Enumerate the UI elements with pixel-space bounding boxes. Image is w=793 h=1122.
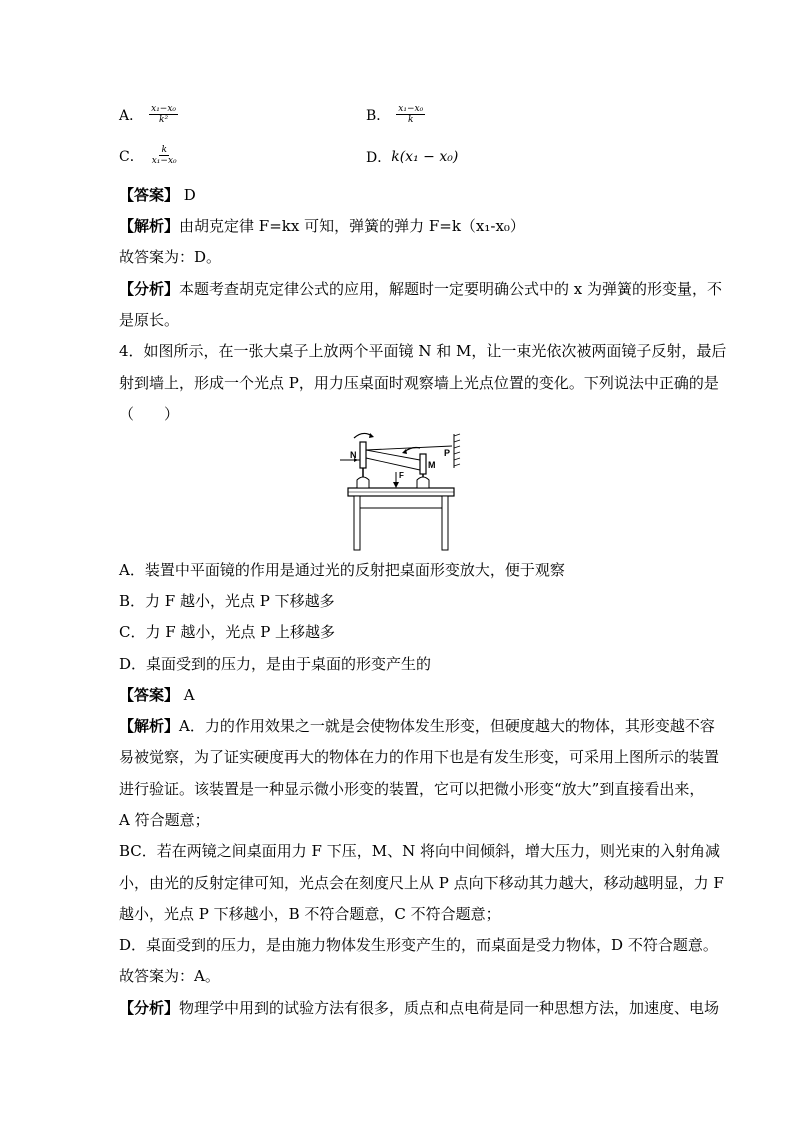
option-d: [366, 147, 458, 167]
q4-analysis-line-2: 易被觉察，为了证实硬度再大的物体在力的作用下也是有发生形变，可采用上图所示的装置: [119, 748, 720, 766]
q4-note-text-1: 物理学中用到的试验方法有很多，质点和点电荷是同一种思想方法，加速度、电场: [179, 999, 720, 1017]
q4-analysis-text-1: A．力的作用效果之一就是会使物体发生形变，但硬度越大的物体，其形变越不容: [179, 717, 715, 735]
q4-analysis-line-7: 越小，光点 P 下移越小，B 不符合题意，C 不符合题意；: [119, 905, 501, 923]
q4-analysis-line-1: [119, 716, 715, 736]
question-4-line-1: 4．如图所示，在一张大桌子上放两个平面镜 N 和 M，让一束光依次被两面镜子反射，最后: [119, 342, 727, 360]
analysis-tag: 【解析】: [119, 217, 180, 235]
q4-answer-line: [119, 685, 195, 705]
question-4-line-3: （ ）: [119, 405, 180, 423]
option-c-label: C．: [119, 148, 144, 165]
q4-analysis-line-5: BC．若在两镜之间桌面用力 F 下压，M、N 将向中间倾斜，增大压力，则光束的入射角减: [119, 842, 720, 860]
q4-option-c: C．力 F 越小，光点 P 上移越多: [119, 623, 336, 641]
option-b-fraction: [396, 104, 425, 125]
answer-value: D: [179, 186, 196, 204]
note-text: 本题考查胡克定律公式的应用，解题时一定要明确公式中的 x 为弹簧的形变量，不: [179, 280, 723, 298]
q4-answer-tag: 【答案】: [119, 686, 180, 704]
answer-tag: 【答案】: [119, 186, 180, 204]
prev-note-line-1: [119, 279, 722, 299]
q4-note-line-1: [119, 998, 719, 1018]
label-m: M: [428, 460, 436, 470]
q4-analysis-line-9: 故答案为：A。: [119, 967, 220, 985]
option-b-label: B．: [366, 107, 391, 124]
option-a-denominator: k²: [159, 115, 169, 125]
option-b: [366, 104, 425, 125]
prev-note-line-2: 是原长。: [119, 311, 180, 329]
q4-analysis-line-8: D．桌面受到的压力，是由施力物体发生形变产生的，而桌面是受力物体，D 不符合题意。: [119, 936, 718, 954]
q4-option-d: D．桌面受到的压力，是由于桌面的形变产生的: [119, 655, 432, 673]
q4-note-tag: 【分析】: [119, 999, 180, 1017]
prev-result-line: 故答案为：D。: [119, 248, 222, 266]
mirror-table-figure: [340, 428, 462, 552]
question-4-line-2: 射到墙上，形成一个光点 P，用力压桌面时观察墙上光点位置的变化。下列说法中正确的是: [119, 374, 719, 392]
q4-analysis-tag: 【解析】: [119, 717, 180, 735]
option-c-numerator: k: [161, 145, 167, 155]
option-d-expression: k(x₁ − x₀): [391, 149, 459, 165]
option-c-denominator: x₁−x₀: [151, 156, 177, 166]
analysis-text: 由胡克定律 F=kx 可知，弹簧的弹力 F=k（x₁-x₀）: [179, 217, 525, 235]
option-b-numerator: x₁−x₀: [398, 104, 424, 114]
q4-analysis-line-4: A 符合题意；: [119, 811, 210, 829]
q4-option-b: B．力 F 越小，光点 P 下移越多: [119, 592, 335, 610]
option-a: [119, 104, 178, 125]
q4-analysis-line-3: 进行验证。该装置是一种显示微小形变的装置，它可以把微小形变“放大”到直接看出来，: [119, 780, 705, 798]
q4-answer-value: A: [179, 686, 195, 704]
option-a-fraction: [149, 104, 178, 125]
option-a-label: A．: [119, 107, 144, 124]
prev-analysis-line: [119, 216, 525, 236]
option-c-fraction: [150, 145, 179, 166]
label-p: P: [444, 448, 451, 458]
label-f: F: [399, 471, 404, 480]
prev-answer-line: [119, 185, 196, 205]
label-n: N: [350, 450, 357, 460]
option-c: [119, 145, 179, 166]
option-b-denominator: k: [408, 115, 414, 125]
option-a-numerator: x₁−x₀: [151, 104, 177, 114]
q4-option-a: A．装置中平面镜的作用是通过光的反射把桌面形变放大，便于观察: [119, 561, 565, 579]
note-tag: 【分析】: [119, 280, 180, 298]
option-d-label: D．: [366, 150, 392, 166]
q4-analysis-line-6: 小，由光的反射定律可知，光点会在刻度尺上从 P 点向下移动其力越大，移动越明显，力 F: [119, 874, 724, 892]
